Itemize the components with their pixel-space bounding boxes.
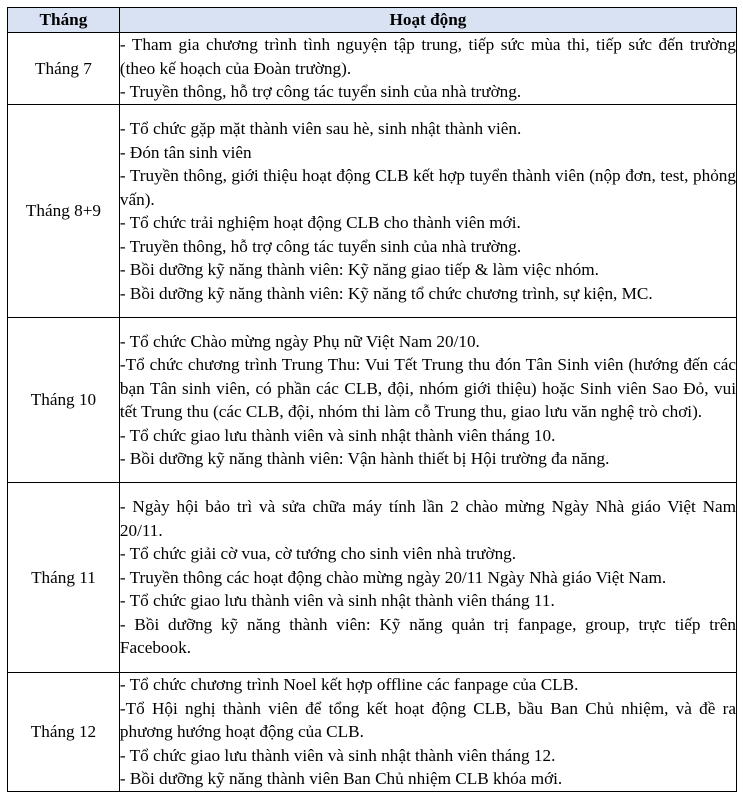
activity-item: - Truyền thông, giới thiệu hoạt động CLB kết hợp tuyển thành viên (nộp đơn, test, phỏng vấn).	[119, 166, 736, 209]
activity-item: - Tham gia chương trình tình nguyện tập trung, tiếp sức mùa thi, tiếp sức đến trường (theo kế hoạch của Đoàn trường).	[119, 35, 736, 78]
table-row	[8, 483, 737, 673]
activity-item: - Tổ chức giao lưu thành viên và sinh nhật thành viên tháng 10.	[119, 425, 556, 445]
activity-item: - Ngày hội bảo trì và sửa chữa máy tính lần 2 chào mừng Ngày Nhà giáo Việt Nam 20/11.	[119, 497, 736, 540]
table-row	[8, 673, 737, 792]
table-row	[8, 33, 737, 105]
activity-item: - Bồi dưỡng kỹ năng thành viên Ban Chủ nhiệm CLB khóa mới.	[119, 769, 563, 788]
activity-cell	[119, 33, 736, 105]
activity-cell	[119, 673, 736, 792]
activity-item: - Bồi dưỡng kỹ năng thành viên: Kỹ năng quản trị fanpage, group, trực tiếp trên Facebook.	[119, 614, 736, 658]
activity-column-header: Hoạt động	[119, 8, 736, 33]
month-cell: Tháng 11	[8, 483, 120, 673]
activity-cell	[119, 105, 736, 318]
activity-plan-table	[7, 7, 737, 792]
month-cell: Tháng 7	[8, 33, 120, 105]
activity-item: - Truyền thông các hoạt động chào mừng ngày 20/11 Ngày Nhà giáo Việt Nam.	[119, 567, 667, 587]
activity-item: - Bồi dưỡng kỹ năng thành viên: Kỹ năng giao tiếp & làm việc nhóm.	[119, 260, 599, 279]
activity-item: -Tổ chức chương trình Trung Thu: Vui Tết Trung thu đón Tân Sinh viên (hướng đến các bạn Tân sinh viên, có phần các CLB, đội, nhóm giới thiệu) hoặc Sinh viên Sao Đỏ, vui tết Trung thu (các CLB, đội, nhóm thi làm cỗ Trung thu, giao lưu văn nghệ trò chơi).	[119, 355, 736, 421]
table-header-row	[8, 8, 737, 33]
activity-item: - Tổ chức giao lưu thành viên và sinh nhật thành viên tháng 11.	[119, 591, 555, 611]
activity-item: - Tổ chức giải cờ vua, cờ tướng cho sinh viên nhà trường.	[119, 544, 517, 564]
activity-item: - Bồi dưỡng kỹ năng thành viên: Kỹ năng tổ chức chương trình, sự kiện, MC.	[119, 283, 653, 303]
activity-item: - Đón tân sinh viên	[119, 142, 252, 162]
month-cell: Tháng 12	[8, 673, 120, 792]
activity-item: - Tổ chức gặp mặt thành viên sau hè, sinh nhật thành viên.	[119, 119, 522, 138]
month-column-header: Tháng	[8, 8, 120, 33]
activity-item: - Tổ chức giao lưu thành viên và sinh nhật thành viên tháng 12.	[119, 745, 556, 765]
month-cell: Tháng 8+9	[8, 105, 120, 318]
activity-item: - Truyền thông, hỗ trợ công tác tuyển sinh của nhà trường.	[119, 236, 522, 256]
activity-cell	[119, 318, 736, 483]
table-row	[8, 105, 737, 318]
activity-item: - Truyền thông, hỗ trợ công tác tuyển sinh của nhà trường.	[119, 82, 522, 102]
month-cell: Tháng 10	[8, 318, 120, 483]
activity-item: - Tổ chức Chào mừng ngày Phụ nữ Việt Nam 20/10.	[119, 331, 480, 351]
activity-item: - Bồi dưỡng kỹ năng thành viên: Vận hành thiết bị Hội trường đa năng.	[119, 449, 610, 468]
activity-item: - Tổ chức chương trình Noel kết hợp offline các fanpage của CLB.	[119, 675, 579, 694]
activity-item: -Tổ Hội nghị thành viên để tổng kết hoạt động CLB, bầu Ban Chủ nhiệm, và đề ra phương hướng hoạt động của CLB.	[119, 698, 736, 741]
table-row	[8, 318, 737, 483]
activity-cell	[119, 483, 736, 673]
activity-item: - Tổ chức trải nghiệm hoạt động CLB cho thành viên mới.	[119, 213, 521, 232]
